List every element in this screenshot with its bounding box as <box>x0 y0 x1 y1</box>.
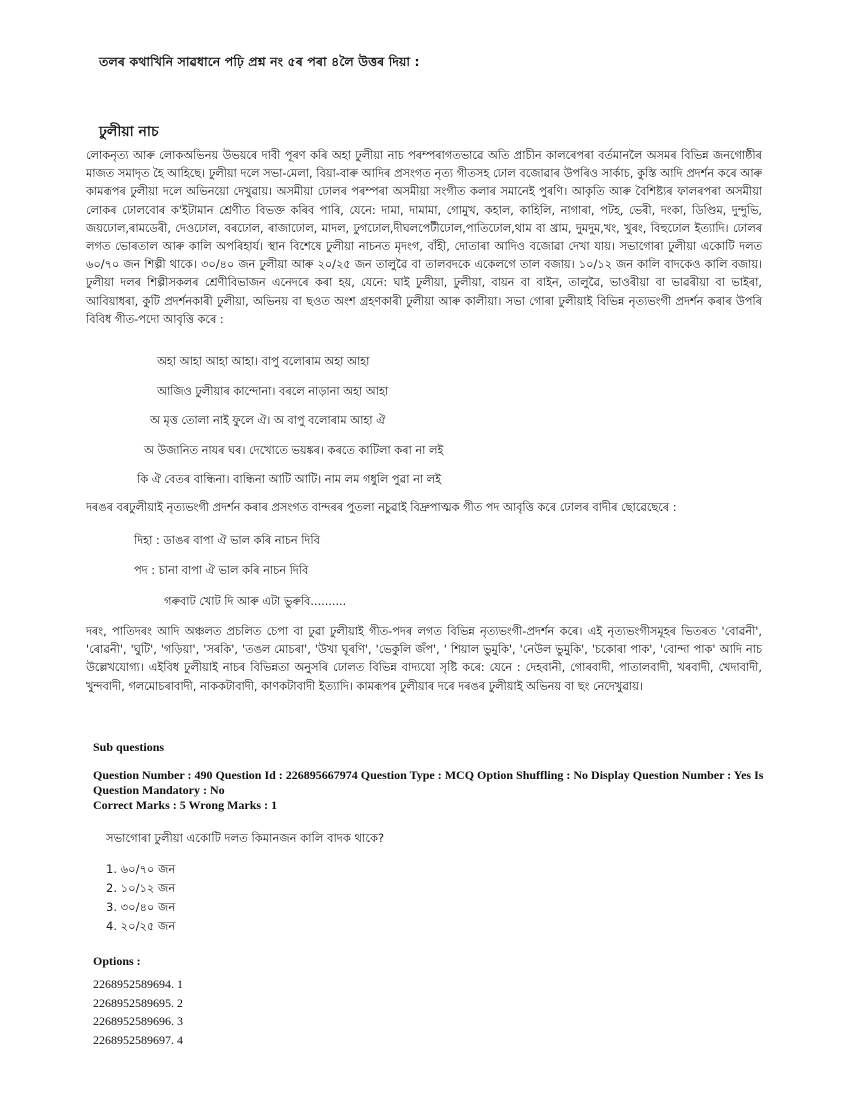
verse-line-2: আজিও ঢুলীয়াৰ কান্দোনা। বৰলে নাড়ানা অহা আহা <box>157 385 389 398</box>
passage-heading: ঢুলীয়া নাচ <box>99 124 159 140</box>
choice-item[interactable]: 3. ৩০/৪০ জন <box>106 900 176 914</box>
question-meta-line: Question Number : 490 Question Id : 226895667974 Question Type : MCQ Option Shuffling : No Display Question Number : Yes Is Question Mandatory : No <box>93 768 764 797</box>
dialogue-line-2: পদ : চানা বাপা ঐ ভাল কৰি নাচন দিবি <box>134 564 309 577</box>
option-id-item: 2268952589696. 3 <box>93 1014 183 1028</box>
sub-questions-label: Sub questions <box>93 740 165 754</box>
answer-choices <box>106 860 175 936</box>
choice-item[interactable]: 4. ২০/২৫ জন <box>106 919 176 933</box>
verse-line-4: অ উজানিত নাযৰ ঘৰ। দেখোতে ভয়ঙ্কৰ। কৰতে কাটিলা কৰা না লই <box>144 444 444 457</box>
passage-paragraph-3: দৰং, পাতিদৰং আদি অঞ্চলত প্ৰচলিত চেপা বা ঢুৱা ঢুলীয়াই গীত-পদৰ লগত বিভিন্ন নৃত্যভংগী-প্ৰদৰ্শন কৰে। এই নৃত্যভংগীসমূহৰ ভিতৰত 'বোৱনী', 'ৰোৱনী', 'ঘুটি', 'গড়িয়া', 'সৰকি', 'তঙল মোচৰা', 'উখা ঘূৰণি', 'ভেকুলি জঁপ', ' শিয়াল ভুমুকি', 'নেউল ভুমুকি', 'চকোৰা পাক', 'বোন্দা পাক' আদি নাচ উল্লেখযোগ্য। এইবিধ ঢুলীয়াই নাচৰ বিভিন্নতা অনুসৰি ঢোলত বিভিন্ন বাদ্যযো সৃষ্টি কৰে: যেনে : দেহবানী, গোৰবাদী, পাতালবাদী, খৰবাদী, খেদাবাদী, খুন্দবাদী, গলমোচৰাবাদী, নাককটাবাদী, কাণকটাবাদী ইত্যাদি। কামৰূপৰ ঢুলীয়াৰ দৰে দৰঙৰ ঢুলীয়াই অভিনয় বা ছং নেদেখুৱায়। <box>86 625 762 693</box>
question-metadata <box>93 768 793 813</box>
option-id-item: 2268952589697. 4 <box>93 1032 183 1047</box>
verse-line-1: অহা আহা আহা আহা। বাপু বলোৰাম অহা আহা <box>157 355 370 368</box>
passage-instruction: তলৰ কথাখিনি সাৱধানে পঢ়ি প্ৰশ্ন নং ৫ৰ পৰা ৪লৈ উত্তৰ দিয়া : <box>99 54 420 69</box>
dialogue-line-1: দিহা : ডাঙৰ বাপা ঐ ভাল কৰি নাচন দিবি <box>134 534 320 547</box>
option-id-item: 2268952589694. 1 <box>93 977 183 991</box>
passage-paragraph-1: লোকনৃত্য আৰু লোকঅভিনয় উভয়ৰে দাবী পূৰণ কৰি অহা ঢুলীয়া নাচ পৰম্পৰাগতভাৱে অতি প্ৰাচীন কালৰেপৰা বৰ্তমানলৈ অসমৰ বিভিন্ন জনগোষ্ঠীৰ মাজত সমাদৃত হৈ আহিছে। ঢুলীয়া দলে সভা-মেলা, বিয়া-বাৰু আদিৰ প্ৰসংগত নৃত্য গীতসহ ঢোল বজোৱাৰ উপৰিও সাৰ্কাচ, কুস্তি আদি প্ৰদৰ্শন কৰে আৰু কামৰূপৰ ঢুলীয়া দলে অভিনয়ো দেখুৱায়। অসমীয়া ঢোলৰ পৰম্পৰা অসমীয়া সংগীত কলাৰ সমানেই পুৰণি। আকৃতি আৰু বৈশিষ্ট্যৰ ফালৰপৰা অসমীয়া লোকৰ ঢোলবোৰ ক'ইটামান শ্ৰেণীত বিভক্ত কৰিব পাৰি, যেনে: দামা, দামামা, গোমুখ, কহাল, কাহিলি, নাগাৰা, পটহ, ভেৰী, দংকা, ডিণ্ডিম, দুন্দুভি, জয়ঢোল,ৰামডেৰী, দেওঢোল, বৰঢোল, ৰাজাঢোল, মাদল, ঢুগঢোল,দীঘলপেটীঢোল,পাতিঢোল,থাম বা খ্ৰাম, দুমদুম,খং, খুৰং, বিহুঢোল ইত্যাদি। ঢোলৰ লগত ভোৰতাল আৰু কালি অপৰিহাৰ্য। স্থান বিশেষে ঢুলীয়া নাচনত মৃদংগ, বাঁহী, দোতাৰা আদিও বজোৱা দেখা যায়। সভাগোৰা ঢুলীয়া একোটি দলত ৬০/৭০ জন শিল্পী থাকে। ৩০/৪০ জন ঢুলীয়া আৰু ২০/২৫ জন তালুৱৈ বা তালবদকে একেলগে তাল বজায়। ১০/১২ জন কালি বাদকেও কালি বজায়। ঢুলীয়া দলৰ শিল্পীসকলৰ শ্ৰেণীবিভাজন এনেদৰে কৰা হয়, যেনে: ঘাই ঢুলীয়া, ঢুলীয়া, বায়ন বা বাইন, তালুৱৈ, ভাওৰীয়া বা ভাৱৰীয়া বা ভাইৰা, আবিয়াধৰা, কুটি প্ৰদৰ্শনকাৰী ঢুলীয়া, অভিনয় বা ছওত অংশ গ্ৰহণকাৰী ঢুলীয়া আৰু কালীয়া। সভা গোৰা ঢুলীয়াই বিভিন্ন নৃত্যভংগী প্ৰদৰ্শন কৰাৰ উপৰি বিবিধ গীত-পদো আবৃত্তি কৰে : <box>86 149 762 326</box>
marks-line: Correct Marks : 5 Wrong Marks : 1 <box>93 798 278 812</box>
verse-line-3: অ মৃত্ত তোলা নাই ফুলে ঐ। অ বাপু বলোৰাম আহা ঐ <box>150 414 386 427</box>
option-id-list <box>93 975 183 1049</box>
options-label: Options : <box>93 954 141 968</box>
option-id-item: 2268952589695. 2 <box>93 995 183 1010</box>
passage-paragraph-2: দৰঙৰ বৰঢুলীয়াই নৃত্যভংগী প্ৰদৰ্শন কৰাৰ প্ৰসংগত বান্দৰৰ পুতলা নচুৱাই বিদ্ৰুপাত্মক গীত পদ আবৃত্তি কৰে ঢোলৰ বাদীৰ ছোৱেছেৰে : <box>86 501 677 514</box>
dialogue-line-3: গৰুবাট খোট দি আৰু এটা ভুৰুবি.......... <box>164 595 347 608</box>
verse-line-5: কি ঐ বেতৰ বান্ধিনা। বান্ধিনা আটি আটি। নাম লম গধুলি পুৱা না লই <box>137 473 441 486</box>
question-text: সভাগোৰা ঢুলীয়া একোটি দলত কিমানজন কালি বাদক থাকে? <box>106 831 385 845</box>
choice-item[interactable]: 2. ১০/১২ জন <box>106 881 176 895</box>
choice-item[interactable]: 1. ৬০/৭০ জন <box>106 862 176 876</box>
